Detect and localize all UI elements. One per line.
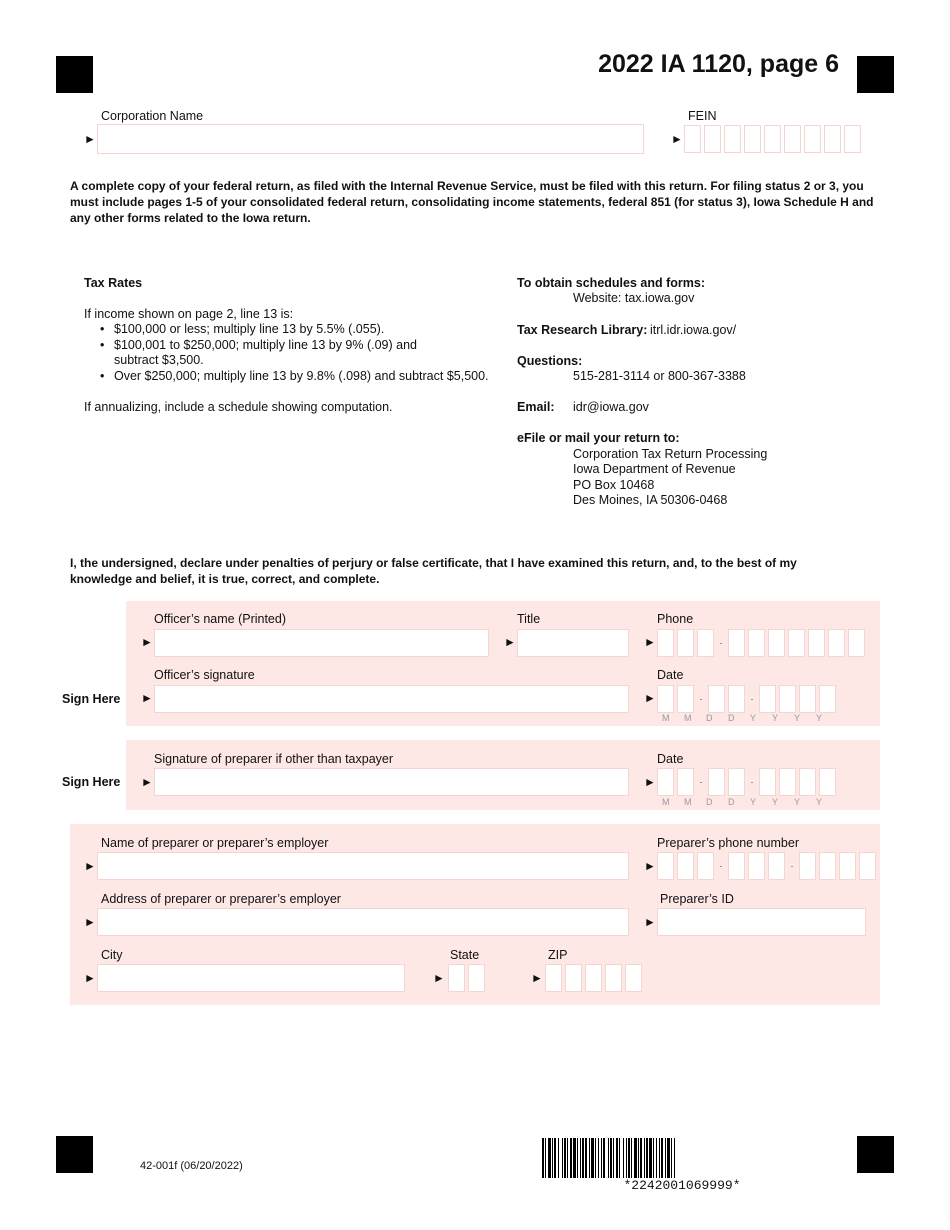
registration-mark-bottom-left [56, 1136, 93, 1173]
mail-address-line: Corporation Tax Return Processing [573, 447, 768, 461]
state-label: State [450, 948, 480, 962]
officer-phone-input[interactable] [657, 629, 868, 657]
federal-return-notice: A complete copy of your federal return, as filed with the Internal Revenue Service, must be filed with this return. For filing status 2 or 3, you must include pages 1-5 of your consolidated federal return, consolidating income statements, federal 851 (for status 3), Iowa Schedule H and any other forms related to the Iowa return. [70, 179, 874, 225]
perjury-declaration: I, the undersigned, declare under penalties of perjury or false certificate, that I have examined this return, and, to the best of my knowledge and belief, it is true, correct, and complete. [70, 556, 797, 586]
page-title: 2022 IA 1120, page 6 [598, 50, 839, 78]
registration-mark-top-right [857, 56, 894, 93]
zip-input[interactable] [545, 964, 645, 992]
preparer-signature-input[interactable] [154, 768, 629, 796]
preparer-date-input[interactable] [657, 768, 839, 796]
officer-title-input[interactable] [517, 629, 629, 657]
corporation-name-input[interactable] [97, 124, 644, 154]
website-text: Website: tax.iowa.gov [573, 291, 695, 305]
city-input[interactable] [97, 964, 405, 992]
arrow-icon: ► [141, 635, 153, 649]
email-value: idr@iowa.gov [573, 400, 649, 414]
email-label: Email: [517, 400, 555, 414]
arrow-icon: ► [644, 691, 656, 705]
tax-rate-item: • $100,001 to $250,000; multiply line 13 by 9% (.09) and subtract $3,500. [114, 338, 454, 369]
arrow-icon: ► [644, 775, 656, 789]
barcode [542, 1138, 822, 1178]
barcode-bar [675, 1138, 677, 1178]
barcode-text: *2242001069999* [623, 1178, 741, 1193]
date-format-hint: M M D D Y Y Y Y [662, 713, 823, 723]
preparer-name-label: Name of preparer or preparer’s employer [101, 836, 329, 850]
questions-label: Questions: [517, 354, 583, 368]
schedules-heading: To obtain schedules and forms: [517, 276, 705, 290]
arrow-icon: ► [671, 132, 683, 146]
preparer-phone-label: Preparer’s phone number [657, 836, 799, 850]
preparer-signature-label: Signature of preparer if other than taxpayer [154, 752, 394, 766]
title-label: Title [517, 612, 541, 626]
zip-label: ZIP [548, 948, 568, 962]
arrow-icon: ► [141, 691, 153, 705]
date-format-hint: M M D D Y Y Y Y [662, 797, 823, 807]
tax-rates-intro: If income shown on page 2, line 13 is: [84, 307, 294, 321]
arrow-icon: ► [531, 971, 543, 985]
library-value: itrl.idr.iowa.gov/ [650, 323, 737, 337]
officer-date-input[interactable] [657, 685, 839, 713]
form-code: 42-001f (06/20/2022) [140, 1160, 243, 1172]
library-label: Tax Research Library: [517, 323, 648, 337]
preparer-phone-input[interactable] [657, 852, 879, 880]
tax-rate-item: • $100,000 or less; multiply line 13 by 5.5% (.055). [114, 322, 494, 338]
tax-rates-heading: Tax Rates [84, 276, 143, 290]
fein-input[interactable] [684, 125, 864, 153]
state-input[interactable] [448, 964, 488, 992]
arrow-icon: ► [84, 132, 96, 146]
sign-here-label: Sign Here [62, 692, 121, 706]
tax-rates-list [84, 322, 494, 384]
annualize-note: If annualizing, include a schedule showing computation. [84, 400, 393, 414]
arrow-icon: ► [433, 971, 445, 985]
mail-address-line: Iowa Department of Revenue [573, 462, 736, 476]
arrow-icon: ► [644, 859, 656, 873]
preparer-name-input[interactable] [97, 852, 629, 880]
arrow-icon: ► [504, 635, 516, 649]
mail-address-line: PO Box 10468 [573, 478, 655, 492]
preparer-address-label: Address of preparer or preparer’s employer [101, 892, 341, 906]
preparer-address-input[interactable] [97, 908, 629, 936]
arrow-icon: ► [141, 775, 153, 789]
arrow-icon: ► [84, 915, 96, 929]
preparer-id-label: Preparer’s ID [660, 892, 734, 906]
registration-mark-bottom-right [857, 1136, 894, 1173]
phone-label: Phone [657, 612, 694, 626]
officer-name-input[interactable] [154, 629, 489, 657]
corporation-name-label: Corporation Name [101, 109, 204, 123]
city-label: City [101, 948, 123, 962]
mail-heading: eFile or mail your return to: [517, 431, 680, 445]
arrow-icon: ► [644, 915, 656, 929]
arrow-icon: ► [644, 635, 656, 649]
preparer-id-input[interactable] [657, 908, 866, 936]
sign-here-label: Sign Here [62, 775, 121, 789]
officer-name-label: Officer’s name (Printed) [154, 612, 286, 626]
date-label: Date [657, 752, 684, 766]
tax-rate-item: • Over $250,000; multiply line 13 by 9.8% (.098) and subtract $5,500. [114, 369, 494, 385]
date-label: Date [657, 668, 684, 682]
questions-value: 515-281-3114 or 800-367-3388 [573, 369, 746, 383]
mail-address-line: Des Moines, IA 50306-0468 [573, 493, 728, 507]
officer-signature-input[interactable] [154, 685, 629, 713]
arrow-icon: ► [84, 971, 96, 985]
fein-label: FEIN [688, 109, 717, 123]
officer-signature-label: Officer’s signature [154, 668, 255, 682]
arrow-icon: ► [84, 859, 96, 873]
registration-mark-top-left [56, 56, 93, 93]
